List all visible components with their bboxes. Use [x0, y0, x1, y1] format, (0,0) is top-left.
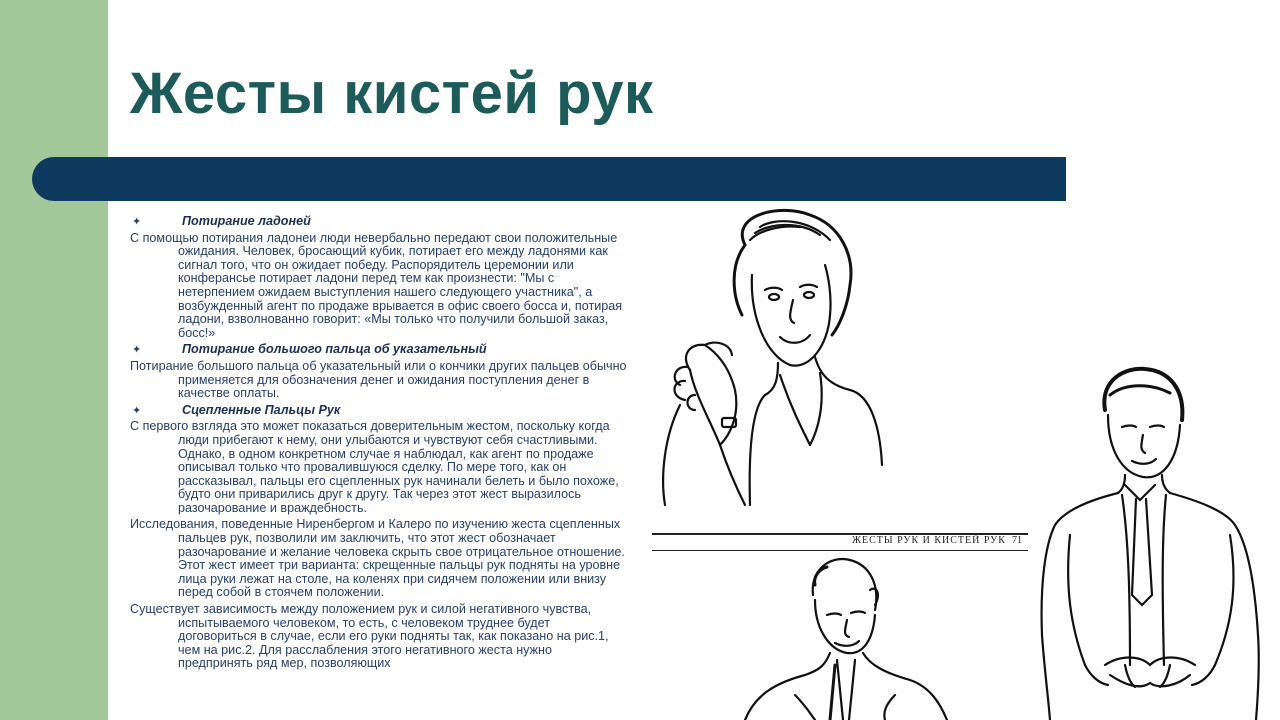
woman-clasped-hands-illustration: [660, 205, 885, 510]
left-decorative-band: [0, 0, 108, 720]
paragraph: С первого взгляда это может показаться доверительным жестом, поскольку когда люди прибегают к нему, они улыбаются и чувствуют себя счастливыми. Однако, в одном конкретном случае я наблюдал, как агент по продаже описывал только что провалившуюся сделку. По мере того, как он рассказывал, пальцы его сцепленных рук начинали белеть и было похоже, будто они приварились друг к другу. Так через этот жест выразилось разочарование и враждебность.: [130, 419, 619, 515]
seated-man-illustration: [735, 555, 950, 720]
section-heading: Потирание большого пальца об указательный: [182, 342, 487, 357]
book-page-rule: [652, 550, 1028, 551]
body-text: [130, 214, 630, 674]
slide-title: Жесты кистей рук: [130, 61, 654, 126]
book-page-number: 71: [1012, 535, 1022, 546]
section-heading: Сцепленные Пальцы Рук: [182, 402, 341, 417]
bullet-heading: [130, 215, 630, 230]
paragraph: Потирание большого пальца об указательный или о кончики других пальцев обычно применяется для обозначения денег и ожидания поступления денег в качестве оплаты.: [130, 358, 627, 401]
paragraph: Существует зависимость между положением рук и силой негативного чувства, испытываемого человеком, то есть, с человеком труднее будет договориться в случае, если его руки подняты так, как показано на рис.1, чем на рис.2. Для расслабления этого негативного жеста нужно предпринять ряд мер, позволяющих: [130, 602, 609, 671]
bullet-marker-icon: ✦: [132, 344, 142, 357]
bullet-heading: [130, 404, 630, 419]
paragraph: Исследования, поведенные Ниренбергом и Калеро по изучению жеста сцепленных пальцев рук, позволили им заключить, что этот жест обозначает разочарование и желание человека скрыть свое отрицательное отношение. Этот жест имеет три варианта: скрещенные пальцы рук подняты на уровне лица руки лежат на столе, на коленях при сидячем положении или внизу перед собой в стоячем положении.: [130, 517, 625, 600]
bullet-marker-icon: ✦: [132, 404, 142, 417]
paragraph: С помощью потирания ладонеи люди невербально передают свои положительные ожидания. Человек, бросающий кубик, потирает его между ладонями как сигнал того, что он ожидает победу. Распорядитель церемонии или конферансье потирает ладони перед тем как произнести: "Мы с нетерпением ожидаем выступления нашего следующего участника", а возбужденный агент по продаже врывается в офис своего босса и, потирая ладони, взволнованно говорит: «Мы только что получили большой заказ, босс!»: [130, 230, 623, 340]
standing-man-illustration: [1030, 365, 1270, 720]
bullet-heading: [130, 343, 630, 358]
book-page-header: ЖЕСТЫ РУК И КИСТЕЙ РУК: [852, 535, 1006, 546]
section-heading: Потирание ладоней: [182, 214, 311, 228]
title-underline-bar: [32, 157, 1066, 201]
bullet-marker-icon: ✦: [132, 216, 142, 228]
